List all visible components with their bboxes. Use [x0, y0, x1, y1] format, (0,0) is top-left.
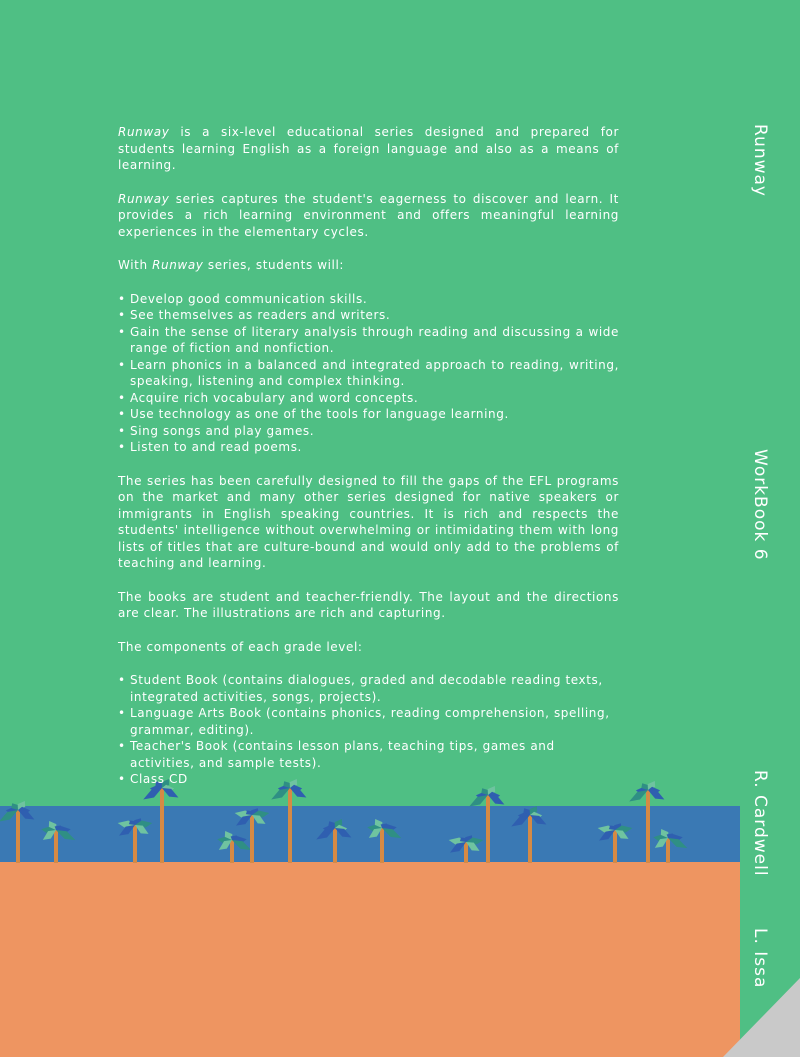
spine-series-title: Runway [750, 124, 770, 197]
spine-author-1: R. Cardwell [750, 770, 770, 877]
series-name: Runway [118, 191, 170, 206]
components-list [118, 672, 619, 788]
components-heading: The components of each grade level: [118, 639, 363, 654]
list-item: • Student Book (contains dialogues, graded and decodable reading texts, integrated activities, songs, projects). [118, 672, 619, 705]
eagerness-paragraph: Runway series captures the student's eagerness to discover and learn. It provides a rich learning environment and offers meaningful learning experiences in the elementary cycles. [118, 191, 619, 239]
list-item: • Listen to and read poems. [118, 439, 619, 456]
back-cover-blurb [118, 124, 619, 805]
series-name: Runway [152, 258, 204, 272]
list-item: • See themselves as readers and writers. [118, 307, 619, 324]
list-item: • Class CD [118, 771, 619, 788]
spine-book-title: WorkBook 6 [750, 449, 770, 561]
series-name: Runway [118, 125, 170, 139]
list-item: • Teacher's Book (contains lesson plans, teaching tips, games and activities, and sample tests). [118, 738, 619, 771]
list-item: • Language Arts Book (contains phonics, reading comprehension, spelling, grammar, editing). [118, 705, 619, 738]
students-will-list [118, 291, 619, 456]
spine-author-2: L. Issa [750, 928, 770, 989]
friendly-paragraph: The books are student and teacher-friendly. The layout and the directions are clear. The illustrations are rich and capturing. [118, 589, 619, 620]
intro-paragraph: Runway is a six-level educational series designed and prepared for students learning English as a foreign language and also as a means of learning. [118, 125, 619, 172]
list-item: • Learn phonics in a balanced and integrated approach to reading, writing, speaking, listening and complex thinking. [118, 357, 619, 390]
list-item: • Gain the sense of literary analysis through reading and discussing a wide range of fiction and nonfiction. [118, 324, 619, 357]
list-item: • Develop good communication skills. [118, 291, 619, 308]
list-item: • Use technology as one of the tools for language learning. [118, 406, 619, 423]
list-item: • Sing songs and play games. [118, 423, 619, 440]
students-will-heading: With Runway series, students will: [118, 258, 345, 272]
list-item: • Acquire rich vocabulary and word concepts. [118, 390, 619, 407]
design-paragraph: The series has been carefully designed to fill the gaps of the EFL programs on the market and many other series designed for native speakers or immigrants in English speaking countries. It is rich and respects the students' intelligence without overwhelming or intimidating them with long lists of titles that are culture-bound and would only add to the problems of teaching and learning. [118, 473, 619, 570]
